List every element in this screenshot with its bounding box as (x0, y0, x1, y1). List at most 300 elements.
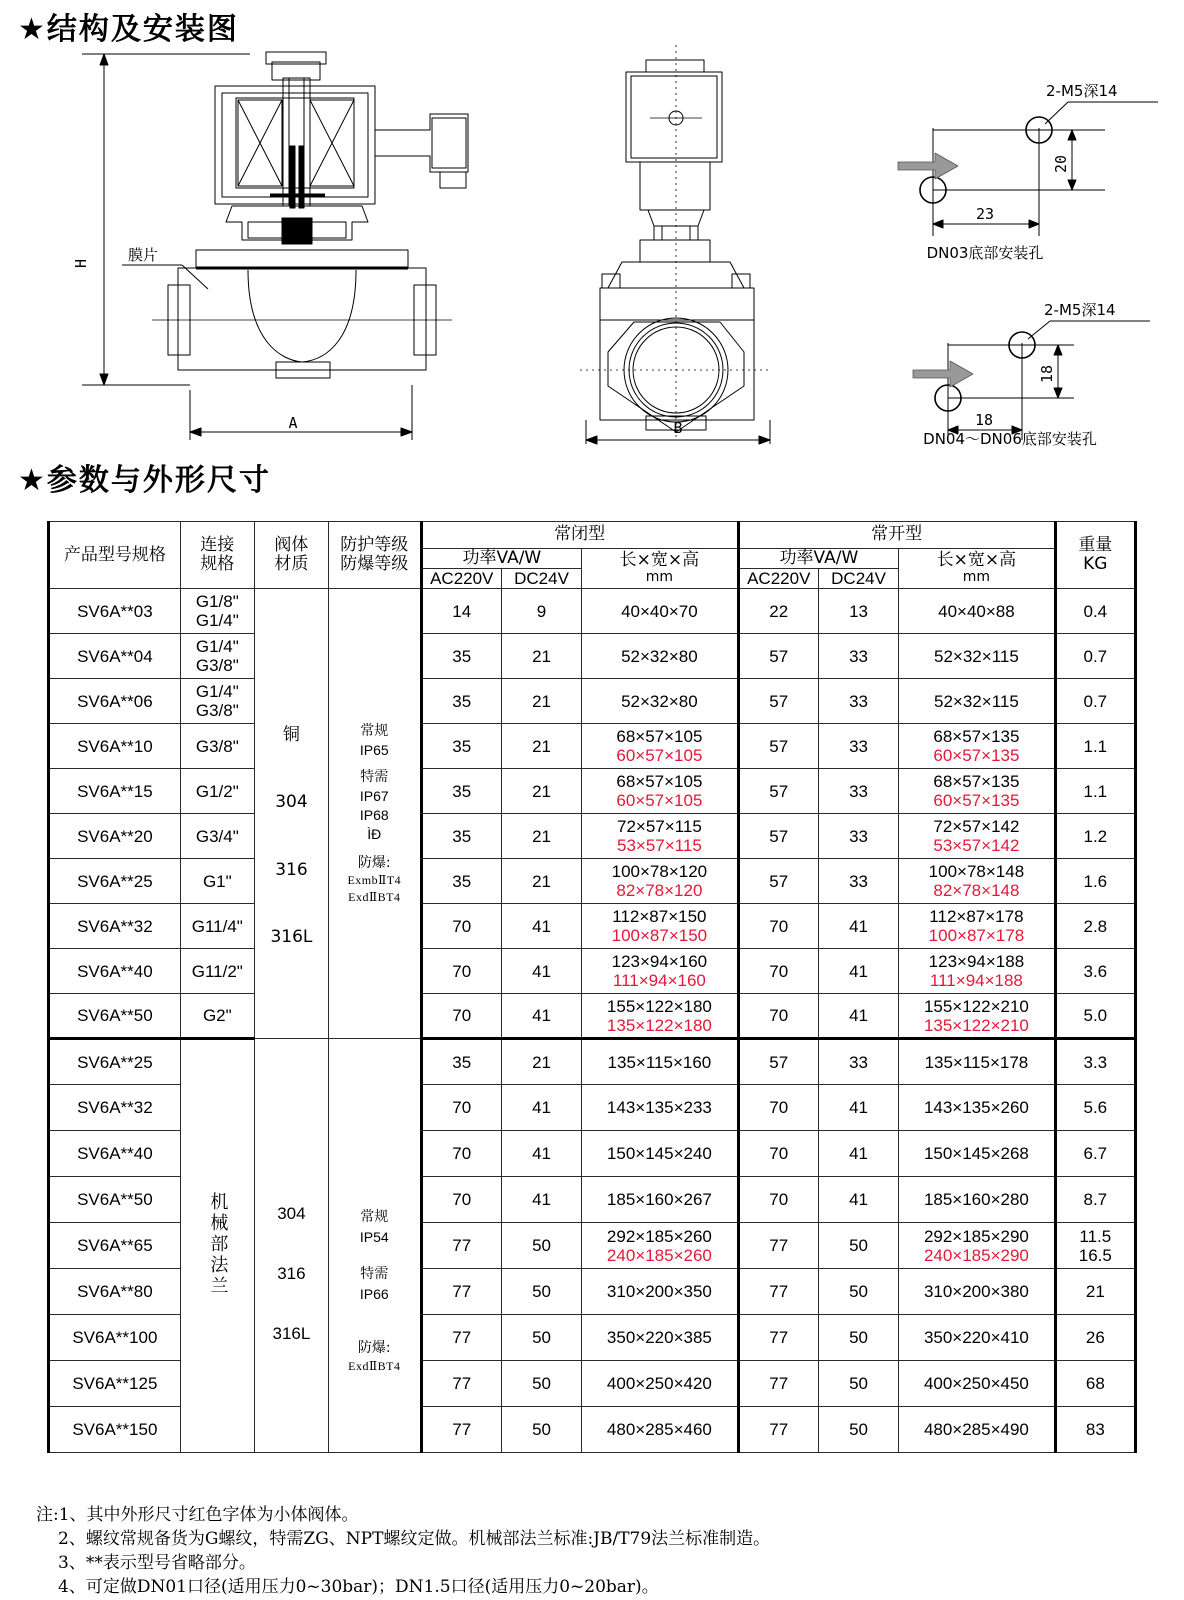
cell-dimensions (582, 1085, 738, 1131)
th-connection-l1: 连接 (200, 535, 235, 555)
cell-no-ac220v: 70 (738, 1131, 818, 1177)
th-no-ac220v: AC220V (738, 569, 818, 589)
cell-connection (180, 769, 254, 814)
cell-dimensions (582, 1177, 738, 1223)
weight-value: 8.7 (1083, 1190, 1108, 1210)
drawings-area (0, 40, 1184, 450)
cell-nc-dc24v: 21 (501, 769, 581, 814)
th-no-dc24v: DC24V (818, 569, 898, 589)
cell-nc-ac220v: 14 (421, 589, 501, 634)
weight-value: 26 (1085, 1328, 1105, 1348)
cell-connection (180, 1039, 254, 1453)
cell-model: SV6A**06 (49, 679, 181, 724)
cell-no-ac220v: 22 (738, 589, 818, 634)
cell-connection (180, 949, 254, 994)
protection-special-label: 特需 (360, 1266, 389, 1283)
cell-nc-dc24v: 41 (501, 904, 581, 949)
cell-nc-dc24v: 41 (501, 1085, 581, 1131)
cell-nc-ac220v: 70 (421, 1085, 501, 1131)
note-line-1: 注:1、其中外形尺寸红色字体为小体阀体。 (36, 1505, 359, 1525)
cell-dimensions (899, 1361, 1055, 1407)
th-nc-dims-unit: mm (645, 569, 674, 586)
cell-nc-ac220v: 77 (421, 1315, 501, 1361)
cell-dimensions (899, 589, 1055, 634)
weight-value: 5.6 (1083, 1098, 1108, 1118)
protection-normal-value: IP65 (359, 742, 389, 759)
connection-spec-line: G11/4" (191, 916, 243, 936)
cell-nc-ac220v: 70 (421, 994, 501, 1039)
table-header-row-1 (49, 522, 1136, 549)
cell-dimensions (899, 679, 1055, 724)
dimension-standard: 480×285×490 (923, 1420, 1029, 1440)
cell-nc-dc24v: 21 (501, 1039, 581, 1085)
dimension-compact: 60×57×135 (933, 746, 1020, 766)
cell-model: SV6A**100 (49, 1315, 181, 1361)
dimension-standard: 112×87×150 (612, 907, 707, 927)
cell-weight (1055, 1177, 1135, 1223)
cell-nc-ac220v: 35 (421, 814, 501, 859)
cell-weight (1055, 1039, 1135, 1085)
cell-no-dc24v: 33 (818, 769, 898, 814)
cell-dimensions (582, 634, 738, 679)
dimension-compact: 100×87×150 (611, 926, 708, 946)
cell-no-ac220v: 57 (738, 634, 818, 679)
cell-dimensions (582, 1131, 738, 1177)
cell-no-ac220v: 77 (738, 1407, 818, 1453)
dn03-caption: DN03底部安装孔 (926, 244, 1044, 262)
weight-value: 3.3 (1083, 1052, 1108, 1072)
cell-weight: 1.1 (1055, 724, 1135, 769)
th-connection (180, 522, 254, 589)
cell-model: SV6A**32 (49, 1085, 181, 1131)
connection-spec-vertical: 机械部法兰 (207, 1191, 229, 1297)
cell-connection (180, 724, 254, 769)
dimension-standard: 310×200×350 (606, 1282, 712, 1302)
th-material-l2: 材质 (274, 554, 309, 575)
dimension-standard: 150×145×240 (606, 1144, 712, 1164)
cell-no-dc24v: 41 (818, 1131, 898, 1177)
cell-connection (180, 904, 254, 949)
dimension-standard: 40×40×88 (938, 601, 1015, 621)
table-row (49, 814, 1136, 859)
th-weight-l1: 重量 (1078, 535, 1113, 555)
width-dimension-label-a: A (288, 414, 298, 432)
material-line: 304 (277, 1204, 306, 1224)
cell-nc-dc24v: 21 (501, 859, 581, 904)
cell-weight: 5.0 (1055, 994, 1135, 1039)
material-line: 316 (275, 859, 308, 880)
cell-nc-ac220v: 70 (421, 949, 501, 994)
cell-dimensions (899, 949, 1055, 994)
dimension-compact: 60×57×105 (616, 791, 703, 811)
cell-nc-dc24v: 50 (501, 1315, 581, 1361)
parameter-table (47, 521, 1137, 1453)
cell-weight (1055, 1085, 1135, 1131)
cell-connection (180, 589, 254, 634)
protection-ex-label: 防爆: (357, 1339, 391, 1356)
cell-no-dc24v: 13 (818, 589, 898, 634)
cell-weight: 1.2 (1055, 814, 1135, 859)
cell-no-ac220v: 57 (738, 814, 818, 859)
cell-weight (1055, 1269, 1135, 1315)
cell-protection-class (328, 1039, 421, 1453)
dimension-compact: 60×57×105 (616, 746, 703, 766)
cell-weight (1055, 1223, 1135, 1269)
cell-no-dc24v: 41 (818, 1085, 898, 1131)
dimension-standard: 292×185×260 (606, 1226, 712, 1246)
cell-nc-dc24v: 21 (501, 724, 581, 769)
table-row (49, 724, 1136, 769)
cell-dimensions (899, 859, 1055, 904)
cell-dimensions (582, 994, 738, 1039)
table-row (49, 1039, 1136, 1085)
dimension-standard: 400×250×450 (923, 1374, 1029, 1394)
cell-weight (1055, 1315, 1135, 1361)
dimension-standard: 123×94×188 (928, 952, 1025, 972)
th-protection-l2: 防爆等级 (340, 554, 409, 575)
mounting-holes-dn04-dn06 (913, 301, 1150, 448)
cell-dimensions (582, 1407, 738, 1453)
cell-no-ac220v: 57 (738, 859, 818, 904)
cell-connection (180, 859, 254, 904)
cell-no-dc24v: 33 (818, 679, 898, 724)
dimension-compact: 240×185×260 (606, 1245, 712, 1265)
cell-no-ac220v: 70 (738, 1177, 818, 1223)
cell-no-dc24v: 50 (818, 1269, 898, 1315)
th-nc-dims (582, 549, 738, 589)
cell-dimensions (582, 904, 738, 949)
dn0406-thread-note: 2-M5深14 (1044, 301, 1116, 319)
cell-model: SV6A**65 (49, 1223, 181, 1269)
cell-dimensions (899, 724, 1055, 769)
dimension-standard: 68×57×135 (933, 727, 1020, 747)
cell-no-dc24v: 41 (818, 949, 898, 994)
dn0406-horizontal-dim: 18 (974, 411, 994, 429)
cell-no-dc24v: 33 (818, 1039, 898, 1085)
material-line: 316L (272, 1324, 311, 1344)
cell-dimensions (582, 859, 738, 904)
cell-weight: 1.6 (1055, 859, 1135, 904)
cell-model: SV6A**125 (49, 1361, 181, 1407)
cell-nc-ac220v: 70 (421, 1177, 501, 1223)
cell-body-material (254, 589, 328, 1039)
cell-nc-ac220v: 77 (421, 1361, 501, 1407)
cell-nc-dc24v: 21 (501, 814, 581, 859)
cell-dimensions (582, 679, 738, 724)
dimension-compact: 111×94×160 (612, 971, 706, 991)
valve-section-drawing (72, 52, 468, 440)
cell-model: SV6A**50 (49, 1177, 181, 1223)
cell-dimensions (899, 994, 1055, 1039)
cell-no-ac220v: 70 (738, 1085, 818, 1131)
protection-ex-value: ExmbⅡT4 (347, 873, 402, 888)
cell-body-material (254, 1039, 328, 1453)
th-nc-power: 功率VA/W (421, 549, 582, 569)
dimension-standard: 52×32×80 (621, 691, 698, 711)
cell-no-dc24v: 33 (818, 859, 898, 904)
note-line-2: 2、螺纹常规备货为G螺纹，特需ZG、NPT螺纹定做。机械部法兰标准:JB/T79法兰标准制造。 (58, 1529, 771, 1550)
cell-no-ac220v: 57 (738, 1039, 818, 1085)
cell-model: SV6A**25 (49, 859, 181, 904)
cell-protection-class (328, 589, 421, 1039)
cell-nc-ac220v: 35 (421, 1039, 501, 1085)
weight-value: 83 (1085, 1420, 1105, 1440)
note-line-3: 3、**表示型号省略部分。 (58, 1553, 256, 1574)
connection-spec-line: G1/4" (195, 611, 239, 631)
dimension-compact: 240×185×290 (923, 1245, 1029, 1265)
cell-nc-dc24v: 41 (501, 949, 581, 994)
cell-dimensions (899, 1223, 1055, 1269)
cell-no-ac220v: 70 (738, 904, 818, 949)
cell-weight (1055, 1407, 1135, 1453)
cell-weight (1055, 1361, 1135, 1407)
cell-model: SV6A**150 (49, 1407, 181, 1453)
protection-special-value: IP66 (359, 1285, 389, 1302)
dimension-standard: 123×94×160 (611, 952, 708, 972)
page-title-structure: ★结构及安装图 (18, 12, 239, 47)
table-row (49, 949, 1136, 994)
dimension-standard: 68×57×105 (616, 727, 703, 747)
table-row (49, 904, 1136, 949)
dimension-standard: 155×122×210 (923, 996, 1029, 1016)
protection-normal-label: 常规 (360, 723, 389, 740)
dimension-compact: 135×122×180 (606, 1015, 712, 1035)
cell-no-dc24v: 33 (818, 814, 898, 859)
table-row (49, 994, 1136, 1039)
weight-value: 6.7 (1083, 1144, 1108, 1164)
th-protection (328, 522, 421, 589)
cell-model: SV6A**40 (49, 949, 181, 994)
cell-dimensions (899, 1131, 1055, 1177)
cell-no-ac220v: 77 (738, 1361, 818, 1407)
weight-value: 11.5 (1079, 1226, 1112, 1246)
th-material (254, 522, 328, 589)
cell-model: SV6A**15 (49, 769, 181, 814)
protection-normal-label: 常规 (360, 1209, 389, 1226)
page-title-parameters: ★参数与外形尺寸 (18, 463, 271, 498)
cell-nc-ac220v: 35 (421, 769, 501, 814)
cell-dimensions (899, 634, 1055, 679)
cell-nc-ac220v: 35 (421, 859, 501, 904)
th-no-power: 功率VA/W (738, 549, 899, 569)
cell-no-ac220v: 57 (738, 769, 818, 814)
cell-dimensions (899, 769, 1055, 814)
cell-no-dc24v: 33 (818, 634, 898, 679)
cell-nc-ac220v: 77 (421, 1407, 501, 1453)
cell-weight: 0.7 (1055, 679, 1135, 724)
dimension-standard: 480×285×460 (606, 1420, 712, 1440)
cell-nc-ac220v: 70 (421, 1131, 501, 1177)
cell-model: SV6A**03 (49, 589, 181, 634)
material-line: 316L (270, 927, 313, 948)
dimension-standard: 52×32×115 (934, 691, 1019, 711)
footnotes (36, 1503, 1156, 1600)
th-no-dims-unit: mm (962, 569, 991, 586)
cell-model: SV6A**04 (49, 634, 181, 679)
dimension-standard: 100×78×120 (611, 862, 708, 882)
cell-dimensions (899, 1085, 1055, 1131)
cell-no-ac220v: 77 (738, 1223, 818, 1269)
protection-normal-value: IP54 (359, 1228, 389, 1245)
dimension-standard: 52×32×80 (621, 646, 698, 666)
connection-spec-line: G1/8" (195, 592, 239, 612)
cell-dimensions (899, 1407, 1055, 1453)
cell-nc-ac220v: 77 (421, 1223, 501, 1269)
cell-nc-dc24v: 41 (501, 994, 581, 1039)
cell-no-dc24v: 50 (818, 1407, 898, 1453)
th-nc-dc24v: DC24V (501, 569, 581, 589)
connection-spec-line: G1/4" (195, 682, 239, 702)
cell-nc-ac220v: 70 (421, 904, 501, 949)
cell-no-ac220v: 70 (738, 994, 818, 1039)
dimension-compact: 53×57×115 (617, 836, 702, 856)
th-weight-l2: KG (1083, 554, 1108, 575)
material-line: 316 (277, 1264, 306, 1284)
cell-weight (1055, 1131, 1135, 1177)
table-body-threaded (49, 589, 1136, 1039)
cell-dimensions (899, 1269, 1055, 1315)
dimension-standard: 143×135×260 (923, 1098, 1029, 1118)
protection-ex-value: ExdⅡBT4 (348, 889, 401, 904)
cell-dimensions (899, 1177, 1055, 1223)
dn03-vertical-dim: 20 (1052, 154, 1070, 174)
cell-nc-dc24v: 50 (501, 1269, 581, 1315)
protection-ex-label: 防爆: (357, 854, 391, 871)
dimension-standard: 150×145×268 (923, 1144, 1029, 1164)
cell-dimensions (582, 1223, 738, 1269)
connection-spec-line: G1/2" (195, 781, 239, 801)
cell-no-ac220v: 57 (738, 724, 818, 769)
th-normally-closed: 常闭型 (421, 522, 738, 549)
dimension-compact: 100×87×178 (928, 926, 1025, 946)
dimension-standard: 100×78×148 (928, 862, 1025, 882)
table-row (49, 859, 1136, 904)
cell-dimensions (582, 1039, 738, 1085)
technical-drawings-svg (0, 40, 1184, 450)
dimension-standard: 68×57×105 (616, 772, 703, 792)
cell-dimensions (899, 1039, 1055, 1085)
protection-special-label: 特需 (360, 769, 389, 786)
connection-spec-line: G3/8" (195, 701, 239, 721)
dimension-compact: 111×94×188 (929, 971, 1023, 991)
cell-nc-dc24v: 21 (501, 679, 581, 724)
cell-weight: 1.1 (1055, 769, 1135, 814)
cell-no-ac220v: 77 (738, 1315, 818, 1361)
dimension-standard: 112×87×178 (929, 907, 1024, 927)
th-no-dims-l1: 长×宽×高 (936, 550, 1017, 571)
cell-model: SV6A**50 (49, 994, 181, 1039)
dimension-standard: 185×160×280 (923, 1190, 1029, 1210)
cell-weight: 0.4 (1055, 589, 1135, 634)
cell-connection (180, 679, 254, 724)
protection-special-value: ÌÐ (367, 825, 382, 842)
dn0406-vertical-dim: 18 (1038, 364, 1056, 384)
cell-nc-ac220v: 35 (421, 724, 501, 769)
table-row (49, 634, 1136, 679)
cell-nc-ac220v: 77 (421, 1269, 501, 1315)
diaphragm-label: 膜片 (128, 246, 159, 264)
cell-dimensions (582, 1315, 738, 1361)
cell-dimensions (582, 589, 738, 634)
cell-no-dc24v: 50 (818, 1223, 898, 1269)
dimension-standard: 310×200×380 (923, 1282, 1029, 1302)
cell-no-ac220v: 77 (738, 1269, 818, 1315)
protection-special-value: IP67 (359, 787, 389, 804)
cell-no-dc24v: 50 (818, 1315, 898, 1361)
cell-no-ac220v: 70 (738, 949, 818, 994)
dimension-compact: 53×57×142 (933, 836, 1020, 856)
dn03-thread-note: 2-M5深14 (1046, 82, 1118, 100)
cell-connection (180, 994, 254, 1039)
cell-nc-dc24v: 41 (501, 1131, 581, 1177)
dimension-standard: 40×40×70 (621, 601, 698, 621)
dn0406-caption: DN04～DN06底部安装孔 (923, 430, 1097, 448)
th-protection-l1: 防护等级 (340, 535, 409, 555)
th-material-l1: 阀体 (274, 535, 309, 555)
connection-spec-line: G1" (202, 871, 232, 891)
dimension-standard: 350×220×410 (923, 1328, 1029, 1348)
dimension-standard: 72×57×142 (933, 817, 1020, 837)
cell-no-dc24v: 41 (818, 1177, 898, 1223)
cell-no-ac220v: 57 (738, 679, 818, 724)
cell-dimensions (582, 949, 738, 994)
cell-nc-dc24v: 41 (501, 1177, 581, 1223)
dimension-compact: 60×57×135 (933, 791, 1020, 811)
connection-spec-line: G11/2" (191, 961, 243, 981)
cell-nc-dc24v: 21 (501, 634, 581, 679)
cell-model: SV6A**32 (49, 904, 181, 949)
cell-connection (180, 814, 254, 859)
cell-dimensions (582, 1269, 738, 1315)
cell-nc-dc24v: 9 (501, 589, 581, 634)
cell-model: SV6A**20 (49, 814, 181, 859)
th-connection-l2: 规格 (200, 554, 235, 575)
dimension-compact: 82×78×148 (933, 881, 1020, 901)
cell-no-dc24v: 41 (818, 904, 898, 949)
cell-dimensions (582, 769, 738, 814)
cell-nc-ac220v: 35 (421, 634, 501, 679)
dimension-standard: 292×185×290 (923, 1226, 1029, 1246)
weight-value: 68 (1085, 1374, 1105, 1394)
th-no-dims (899, 549, 1055, 589)
th-weight (1055, 522, 1135, 589)
cell-no-dc24v: 50 (818, 1361, 898, 1407)
cell-dimensions (582, 1361, 738, 1407)
connection-spec-line: G3/4" (195, 826, 239, 846)
cell-no-dc24v: 33 (818, 724, 898, 769)
th-nc-dims-l1: 长×宽×高 (619, 550, 700, 571)
cell-dimensions (582, 724, 738, 769)
cell-nc-dc24v: 50 (501, 1361, 581, 1407)
dimension-standard: 400×250×420 (606, 1374, 712, 1394)
protection-special-value: IP68 (359, 806, 389, 823)
cell-nc-dc24v: 50 (501, 1223, 581, 1269)
dn03-horizontal-dim: 23 (975, 205, 995, 223)
dimension-standard: 350×220×385 (606, 1328, 712, 1348)
weight-value-alt: 16.5 (1078, 1245, 1112, 1265)
material-line: 铜 (282, 724, 300, 745)
connection-spec-line: G2" (202, 1006, 232, 1026)
cell-weight: 3.6 (1055, 949, 1135, 994)
cell-weight: 0.7 (1055, 634, 1135, 679)
cell-weight: 2.8 (1055, 904, 1135, 949)
dimension-standard: 52×32×115 (934, 646, 1019, 666)
connection-spec-line: G1/4" (195, 637, 239, 657)
cell-no-dc24v: 41 (818, 994, 898, 1039)
connection-spec-line: G3/8" (195, 656, 239, 676)
weight-value: 21 (1085, 1282, 1105, 1302)
table-row (49, 589, 1136, 634)
